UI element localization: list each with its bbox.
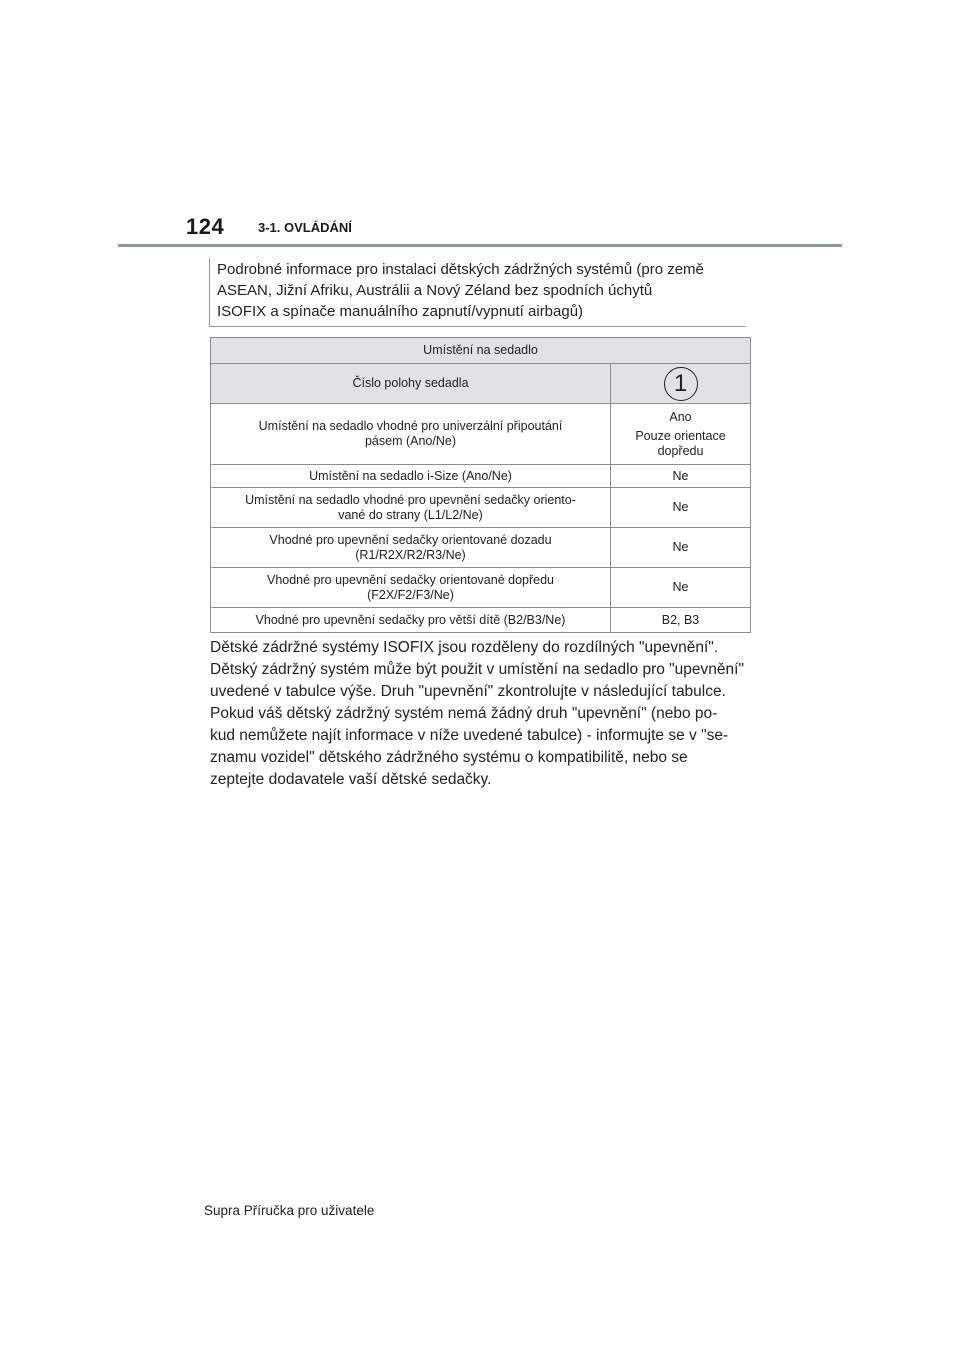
table-heading: Umístění na sedadlo	[211, 338, 751, 364]
row-value-line: Ano	[669, 409, 692, 424]
row-label	[211, 608, 611, 633]
row-label	[211, 568, 611, 608]
table-heading-row	[211, 338, 751, 364]
note-box-underline	[209, 326, 746, 327]
header-divider	[118, 244, 842, 247]
row-label	[211, 528, 611, 568]
note-line: ISOFIX a spínače manuálního zapnutí/vypnutí airbagů)	[217, 303, 584, 320]
row-value	[611, 608, 751, 633]
row-label-line: Umístění na sedadlo vhodné pro upevnění sedačky oriento-	[245, 492, 576, 507]
row-label	[211, 404, 611, 465]
seat-number-row	[211, 364, 751, 404]
table-row	[211, 404, 751, 465]
seat-number-cell	[611, 364, 751, 404]
body-line: Dětské zádržné systémy ISOFIX jsou rozděleny do rozdílných "upevnění".	[210, 639, 719, 656]
seat-position-table	[210, 337, 751, 633]
body-line: znamu vozidel" dětského zádržného systému o kompatibilitě, nebo se	[210, 749, 688, 766]
note-text	[217, 259, 737, 322]
body-line: Pokud váš dětský zádržný systém nemá žádný druh "upevnění" (nebo po-	[210, 705, 718, 722]
seat-number-label: Číslo polohy sedadla	[211, 364, 611, 404]
row-label-line: pásem (Ano/Ne)	[364, 434, 456, 448]
section-title: 3-1. OVLÁDÁNÍ	[258, 220, 352, 235]
row-label-line: Umístění na sedadlo vhodné pro univerzální připoutání	[258, 419, 563, 433]
table-row	[211, 568, 751, 608]
body-line: zeptejte dodavatele vaší dětské sedačky.	[210, 771, 492, 788]
row-value-line: Ne	[672, 500, 689, 514]
row-value-line: B2, B3	[661, 612, 700, 627]
row-value-line: Ne	[672, 580, 689, 594]
row-value-line: Ne	[672, 468, 689, 483]
row-label-line: (R1/R2X/R2/R3/Ne)	[355, 547, 466, 562]
body-paragraph	[210, 637, 755, 791]
row-label-line: (F2X/F2/F3/Ne)	[367, 587, 454, 602]
row-value	[611, 568, 751, 608]
row-label-line: Umístění na sedadlo i-Size (Ano/Ne)	[309, 468, 512, 483]
row-label	[211, 488, 611, 528]
body-line: kud nemůžete najít informace v níže uvedené tabulce) - informujte se v "se-	[210, 727, 729, 744]
row-label-line: Vhodné pro upevnění sedačky orientované dopředu	[266, 572, 555, 587]
note-line: ASEAN, Jižní Afriku, Austrálii a Nový Zéland bez spodních úchytů	[217, 282, 653, 299]
row-value	[611, 528, 751, 568]
seat-number-badge: 1	[664, 367, 698, 401]
row-value	[611, 404, 751, 465]
body-line: uvedené v tabulce výše. Druh "upevnění" zkontrolujte v následující tabulce.	[210, 683, 726, 700]
row-value	[611, 465, 751, 488]
table-row	[211, 488, 751, 528]
table-row	[211, 608, 751, 633]
row-value-line: Ne	[672, 540, 689, 554]
row-label-line: Vhodné pro upevnění sedačky orientované dozadu	[269, 532, 552, 547]
note-line: Podrobné informace pro instalaci dětských zádržných systémů (pro země	[217, 261, 704, 278]
row-value-line: dopředu	[657, 443, 704, 458]
row-label-line: Vhodné pro upevnění sedačky pro větší dítě (B2/B3/Ne)	[255, 612, 566, 627]
page-number: 124	[186, 214, 225, 239]
body-line: Dětský zádržný systém může být použit v umístění na sedadlo pro "upevnění"	[210, 661, 744, 678]
row-label-line: vané do strany (L1/L2/Ne)	[338, 507, 483, 522]
row-value	[611, 488, 751, 528]
row-value-line: Pouze orientace	[635, 428, 726, 443]
table-row	[211, 465, 751, 488]
row-label	[211, 465, 611, 488]
footer-manual-title: Supra Příručka pro uživatele	[204, 1203, 375, 1218]
table-row	[211, 528, 751, 568]
